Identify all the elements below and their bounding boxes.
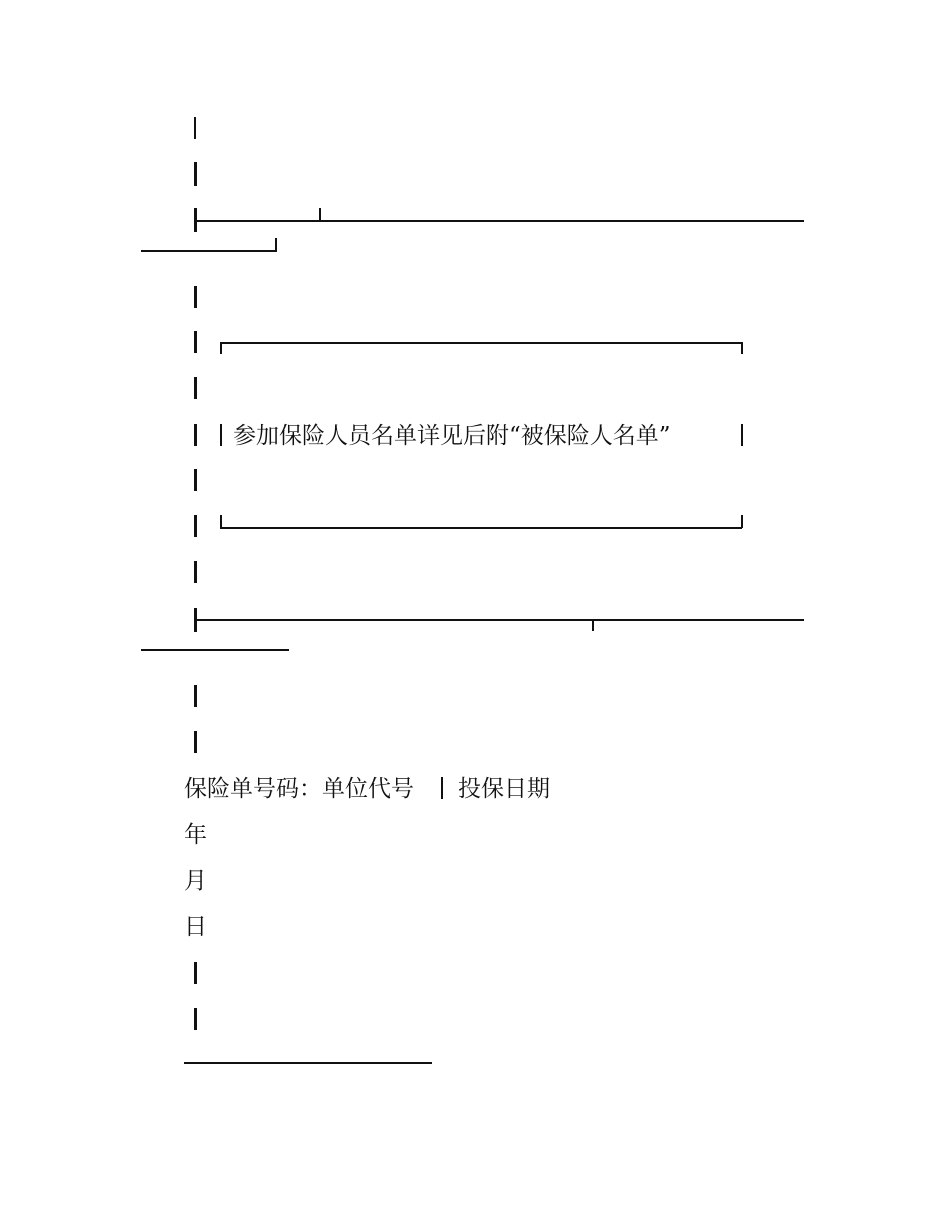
note-box-corner <box>741 342 743 354</box>
table-tick <box>592 619 594 631</box>
note-box-left <box>220 424 222 446</box>
left-rule-segment <box>194 162 197 186</box>
table-tick <box>275 238 277 251</box>
table-tick <box>319 208 321 220</box>
note-box-top <box>220 342 742 344</box>
left-rule-segment <box>194 331 197 353</box>
note-box-bottom <box>220 527 742 529</box>
table-rule-bottom <box>196 619 804 621</box>
application-date-label: 投保日期 <box>458 776 550 802</box>
left-rule-segment <box>194 286 197 308</box>
unit-code-label: 单位代号 <box>322 776 414 802</box>
left-rule-segment <box>194 561 197 583</box>
note-box-right <box>741 424 743 446</box>
left-rule-segment <box>194 424 197 446</box>
note-box-corner <box>220 342 222 354</box>
month-label: 月 <box>184 868 207 894</box>
day-label: 日 <box>184 914 207 940</box>
note-box-corner <box>741 515 743 528</box>
note-box-corner <box>220 515 222 528</box>
left-rule-segment <box>194 377 197 399</box>
insured-list-note: 参加保险人员名单详见后附“被保险人名单” <box>233 423 671 449</box>
policy-number-line <box>184 776 414 802</box>
left-rule-segment <box>194 117 196 139</box>
field-separator <box>441 777 443 799</box>
table-rule-top-wrap <box>141 250 277 252</box>
left-rule-segment <box>194 685 197 707</box>
left-rule-segment <box>194 962 197 984</box>
table-rule-bottom-wrap <box>141 649 289 651</box>
policy-number-label: 保险单号码： <box>184 776 322 802</box>
left-rule-segment <box>194 1008 197 1030</box>
left-rule-segment <box>194 469 197 491</box>
left-rule-segment <box>194 515 197 537</box>
signature-underline <box>184 1062 432 1064</box>
year-label: 年 <box>184 822 207 848</box>
table-rule-top <box>196 220 804 222</box>
left-rule-segment <box>194 731 197 753</box>
